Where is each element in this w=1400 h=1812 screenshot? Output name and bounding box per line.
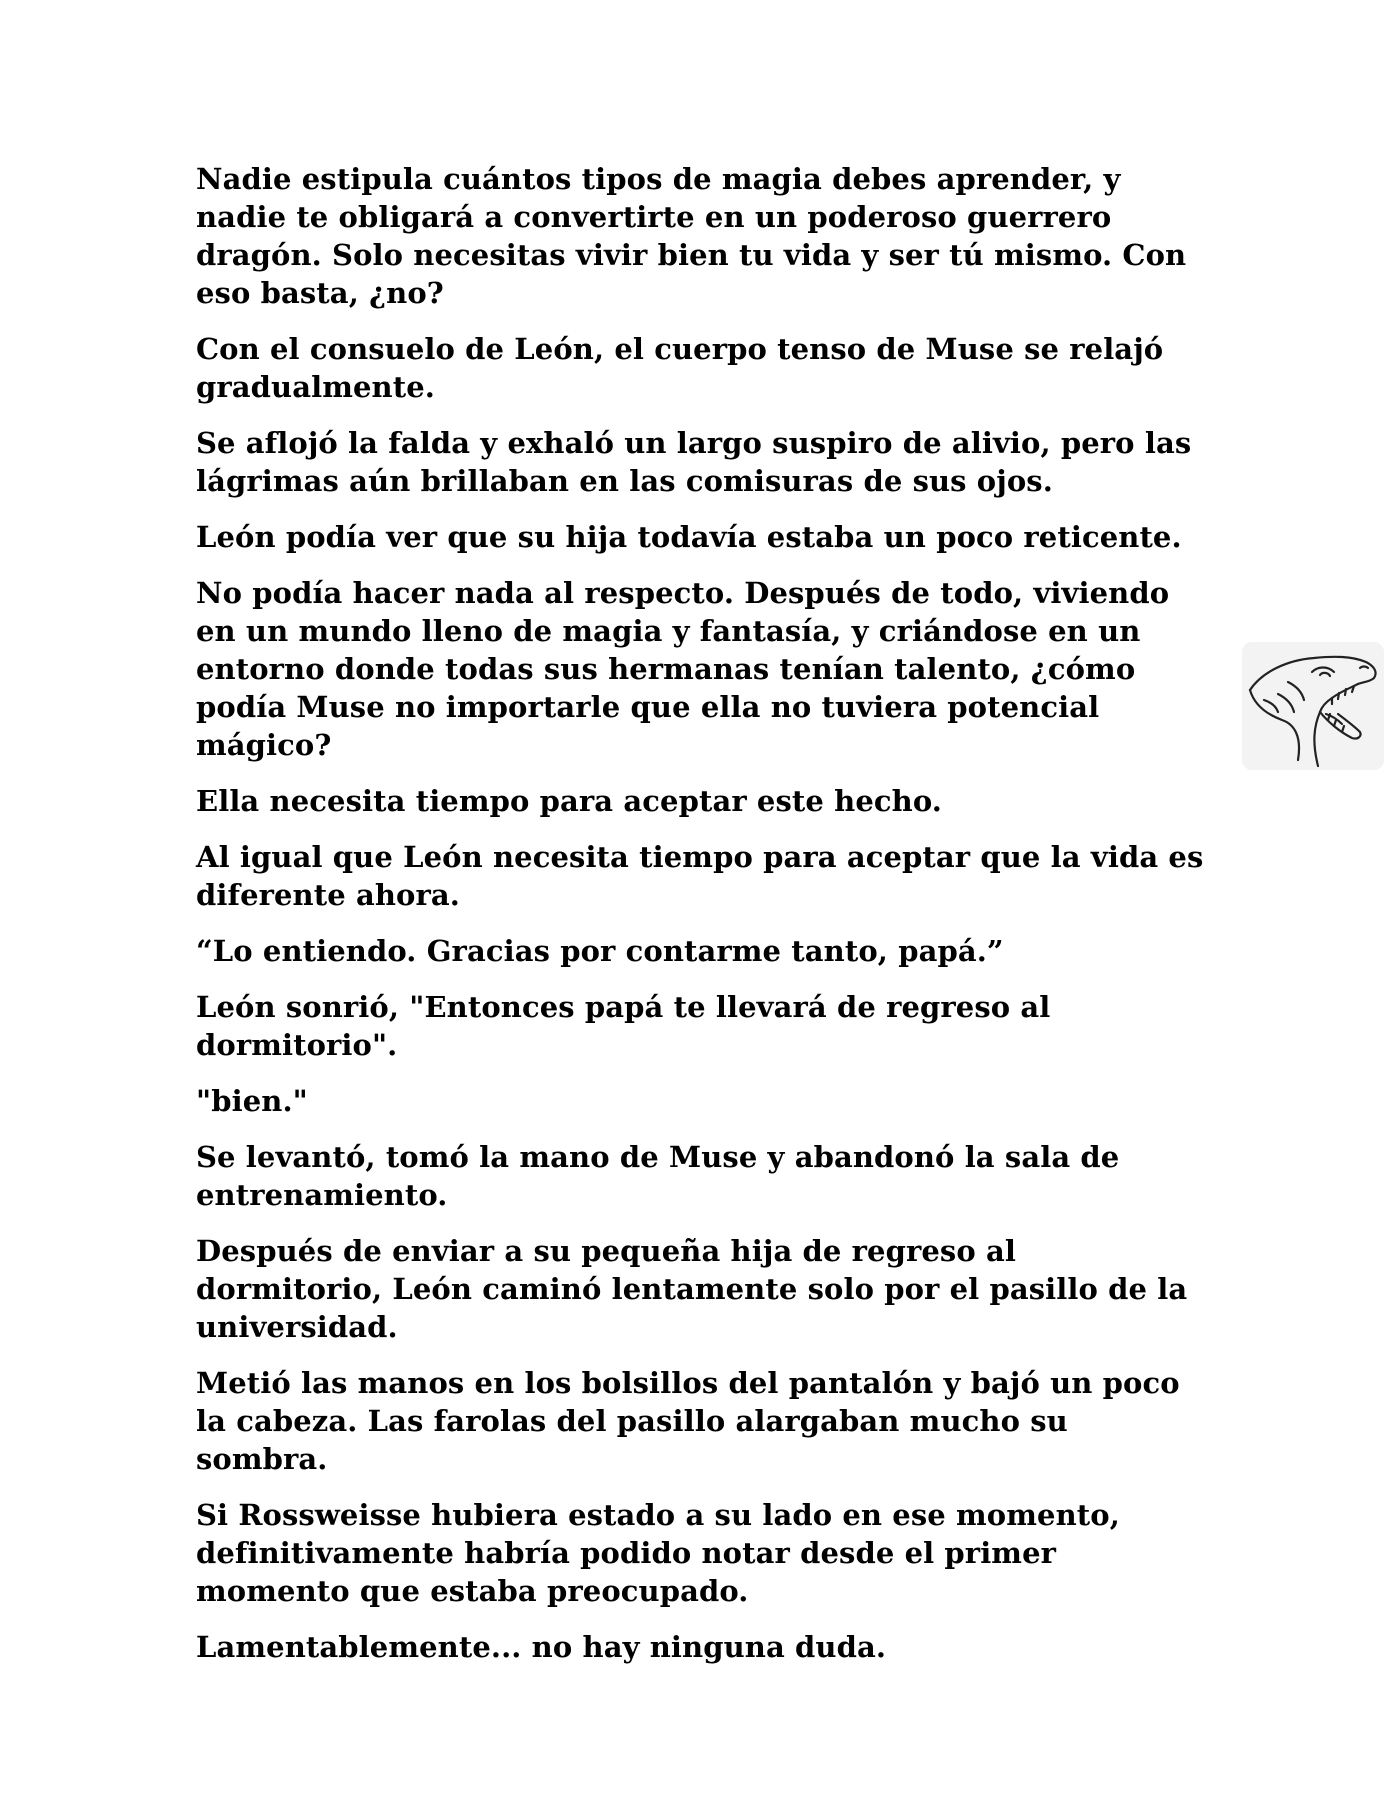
paragraph: León sonrió, "Entonces papá te llevará de regreso al dormitorio". <box>196 990 1051 1062</box>
dinosaur-head-drawing <box>1242 642 1384 770</box>
paragraph: León podía ver que su hija todavía estaba un poco reticente. <box>196 520 1182 554</box>
paragraph: Se aflojó la falda y exhaló un largo suspiro de alivio, pero las lágrimas aún brillaban en las comisuras de sus ojos. <box>196 426 1192 498</box>
paragraph: Nadie estipula cuántos tipos de magia debes aprender, y nadie te obligará a convertirte en un poderoso guerrero dragón. Solo necesitas vivir bien tu vida y ser tú mismo. Con eso basta, ¿no? <box>196 162 1187 310</box>
paragraph: No podía hacer nada al respecto. Después de todo, viviendo en un mundo lleno de magia y fantasía, y criándose en un entorno donde todas sus hermanas tenían talento, ¿cómo podía Muse no importarle que ella no tuviera potencial mágico? <box>196 576 1170 762</box>
paragraph: Lamentablemente... no hay ninguna duda. <box>196 1630 887 1664</box>
paragraph: Si Rossweisse hubiera estado a su lado en ese momento, definitivamente habría podido notar desde el primer momento que estaba preocupado. <box>196 1498 1120 1608</box>
paragraph: Con el consuelo de León, el cuerpo tenso de Muse se relajó gradualmente. <box>196 332 1164 404</box>
paragraph: Se levantó, tomó la mano de Muse y abandonó la sala de entrenamiento. <box>196 1140 1120 1212</box>
paragraph: Metió las manos en los bolsillos del pantalón y bajó un poco la cabeza. Las farolas del pasillo alargaban mucho su sombra. <box>196 1366 1180 1476</box>
paragraph: Al igual que León necesita tiempo para aceptar que la vida es diferente ahora. <box>196 840 1204 912</box>
paragraph: "bien." <box>196 1084 308 1118</box>
paragraph: “Lo entiendo. Gracias por contarme tanto, papá.” <box>196 934 1004 968</box>
paragraph: Ella necesita tiempo para aceptar este hecho. <box>196 784 942 818</box>
paragraph: Después de enviar a su pequeña hija de regreso al dormitorio, León caminó lentamente solo por el pasillo de la universidad. <box>196 1234 1188 1344</box>
document-body <box>196 160 1206 1684</box>
dinosaur-head-icon <box>1242 642 1384 770</box>
